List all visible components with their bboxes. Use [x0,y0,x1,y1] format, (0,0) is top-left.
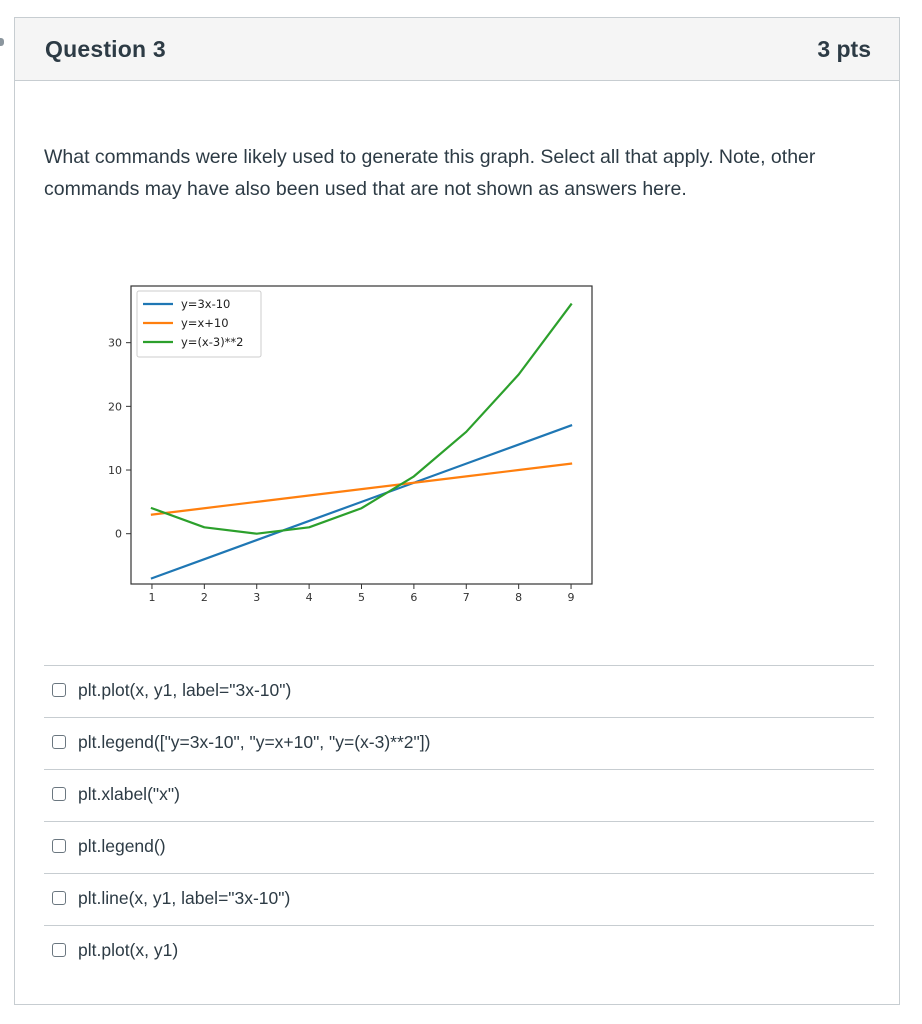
x-tick-label: 9 [567,591,575,604]
answer-option[interactable] [44,717,874,769]
answer-checkbox[interactable] [52,839,66,853]
answer-checkbox[interactable] [52,891,66,905]
y-tick-label: 0 [115,527,122,541]
legend-label: y=3x-10 [181,297,231,311]
answer-label: plt.line(x, y1, label="3x-10") [78,888,291,908]
chart-figure [83,268,603,613]
answer-label: plt.plot(x, y1) [78,940,179,960]
answer-checkbox[interactable] [52,787,66,801]
answer-label: plt.xlabel("x") [78,784,180,804]
answer-checkbox[interactable] [52,943,66,957]
question-marker [0,38,4,46]
answer-label: plt.plot(x, y1, label="3x-10") [78,680,292,700]
x-tick-label: 7 [462,591,470,604]
answer-checkbox[interactable] [52,735,66,749]
x-tick-label: 8 [515,591,523,604]
x-tick-label: 6 [410,591,418,604]
y-tick-label: 20 [108,400,122,414]
x-tick-label: 4 [305,591,313,604]
x-tick-label: 2 [200,591,208,604]
answer-option[interactable] [44,873,874,925]
answer-option[interactable] [44,665,874,717]
line-chart [83,268,603,613]
legend-label: y=x+10 [181,316,229,330]
series-line-1 [152,425,571,578]
y-tick-label: 10 [108,464,122,478]
y-tick-label: 30 [108,336,122,350]
answer-label: plt.legend(["y=3x-10", "y=x+10", "y=(x-3)**2"]) [78,732,431,752]
answer-list [44,665,874,977]
answer-checkbox[interactable] [52,683,66,697]
legend-label: y=(x-3)**2 [181,335,244,349]
x-tick-label: 5 [358,591,365,604]
answer-option[interactable] [44,769,874,821]
answer-label: plt.legend() [78,836,166,856]
answer-option[interactable] [44,925,874,977]
question-title: Question 3 [45,36,166,62]
question-points: 3 pts [817,36,871,62]
question-card [14,17,900,1005]
x-tick-label: 1 [148,591,156,604]
question-text: What commands were likely used to generate this graph. Select all that apply. Note, other commands may have also been used that are not shown as answers here. [44,146,816,200]
answer-option[interactable] [44,821,874,873]
question-header [15,18,899,81]
x-tick-label: 3 [253,591,261,604]
